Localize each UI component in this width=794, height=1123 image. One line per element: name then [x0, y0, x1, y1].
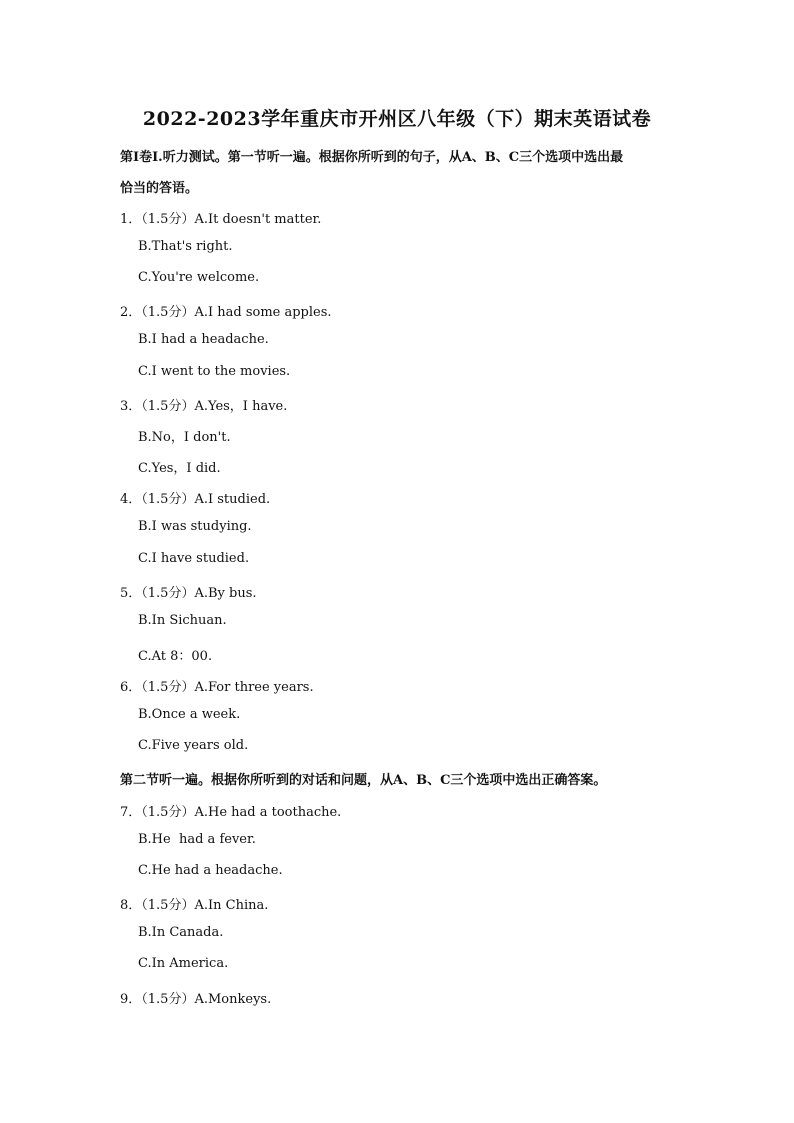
question-7-option-c: C.He had a headache. [138, 863, 283, 878]
question-8 [120, 894, 268, 913]
question-number: 5． [120, 586, 142, 601]
question-2-option-c: C.I went to the movies. [138, 364, 291, 379]
question-score: （1.5分） [141, 399, 195, 414]
question-score: （1.5分） [141, 305, 195, 320]
question-3-option-b: B.No，I don't. [138, 430, 231, 445]
question-3 [120, 395, 287, 414]
question-1-option-c: C.You're welcome. [138, 270, 260, 285]
option-a: A.Monkeys. [194, 992, 272, 1007]
question-5-option-b: B.In Sichuan. [138, 613, 227, 628]
question-8-option-b: B.In Canada. [138, 925, 224, 940]
question-4 [120, 488, 270, 507]
question-number: 1． [120, 212, 142, 227]
question-4-option-b: B.I was studying. [138, 519, 252, 534]
option-a: A.For three years. [194, 680, 314, 695]
option-a: A.By bus. [194, 586, 257, 601]
question-1 [120, 208, 321, 227]
question-7-option-b: B.He had a fever. [138, 832, 256, 847]
question-score: （1.5分） [141, 680, 195, 695]
question-number: 8． [120, 898, 142, 913]
question-number: 6． [120, 680, 142, 695]
question-number: 7． [120, 805, 142, 820]
option-a: A.I had some apples. [194, 305, 332, 320]
section2-instruction: 第二节听一遍。根据你所听到的对话和问题，从A、B、C三个选项中选出正确答案。 [120, 773, 607, 788]
option-a: A.It doesn't matter. [194, 212, 322, 227]
option-a: A.He had a toothache. [194, 805, 342, 820]
question-4-option-c: C.I have studied. [138, 551, 250, 566]
option-a: A.In China. [194, 898, 269, 913]
question-score: （1.5分） [141, 898, 195, 913]
option-a: A.I studied. [194, 492, 271, 507]
question-7 [120, 801, 341, 820]
question-number: 9． [120, 992, 142, 1007]
question-9 [120, 988, 271, 1007]
question-6-option-c: C.Five years old. [138, 738, 249, 753]
question-score: （1.5分） [141, 586, 195, 601]
question-score: （1.5分） [141, 805, 195, 820]
question-2-option-b: B.I had a headache. [138, 332, 269, 347]
question-score: （1.5分） [141, 212, 195, 227]
question-number: 2． [120, 305, 142, 320]
question-5-option-c: C.At 8：00. [138, 649, 213, 664]
option-a: A.Yes，I have. [194, 399, 288, 414]
question-number: 3． [120, 399, 142, 414]
question-score: （1.5分） [141, 492, 195, 507]
question-6-option-b: B.Once a week. [138, 707, 241, 722]
section1-instruction-line2: 恰当的答语。 [120, 181, 199, 196]
question-1-option-b: B.That's right. [138, 239, 233, 254]
question-score: （1.5分） [141, 992, 195, 1007]
question-5 [120, 582, 257, 601]
question-6 [120, 676, 314, 695]
question-number: 4． [120, 492, 142, 507]
section1-instruction-line1: 第Ⅰ卷Ⅰ.听力测试。第一节听一遍。根据你所听到的句子，从A、B、C三个选项中选出最 [120, 150, 624, 165]
question-3-option-c: C.Yes，I did. [138, 461, 221, 476]
question-8-option-c: C.In America. [138, 956, 229, 971]
page-title: 2022-2023学年重庆市开州区八年级（下）期末英语试卷 [142, 108, 652, 130]
question-2 [120, 301, 332, 320]
